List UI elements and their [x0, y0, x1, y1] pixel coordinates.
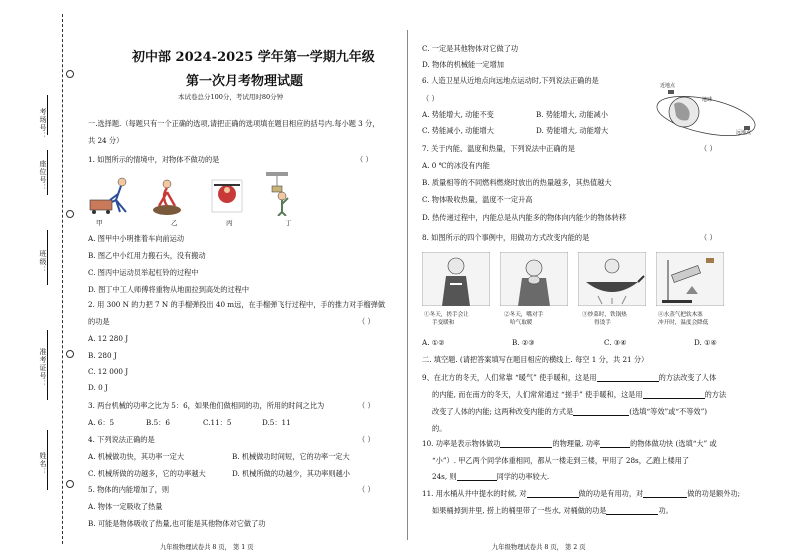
q8-figure-rubbing-hands: [422, 252, 490, 306]
q5-option-d[interactable]: D. 物体的机械能一定增加: [422, 60, 504, 69]
q7-stem: 7. 关于内能、温度和热量，下列说法中正确的是: [422, 144, 575, 153]
q1-option-a[interactable]: A. 图甲中小明推着车向前运动: [88, 234, 185, 243]
q6-label-apogee: 远地点: [736, 130, 752, 136]
q7-option-b[interactable]: B. 质量相等的不同燃料燃烧时放出的热量越多，其热值越大: [422, 178, 612, 187]
q11-blank-3[interactable]: [606, 514, 658, 515]
field-exam-room-label: 考场号：: [39, 108, 47, 140]
q1-figure-ding: [262, 172, 296, 216]
q9-blank-1[interactable]: [597, 381, 659, 382]
q8-caption-1-cont: 手变暖和: [432, 320, 455, 326]
q1-figure-yi: [147, 176, 187, 216]
q1-option-b[interactable]: B. 图乙中小红用力搬石头，没有搬动: [88, 251, 206, 260]
q8-option-a[interactable]: A. ①②: [422, 338, 445, 347]
q1-option-c[interactable]: C. 图丙中运动员举起杠铃的过程中: [88, 268, 199, 277]
field-exam-room-line[interactable]: [47, 95, 48, 135]
q6-stem: 6. 人造卫星从近地点向远地点运动时,下列说法正确的是: [422, 76, 599, 85]
q10-line3-text: 24s, 则: [432, 472, 457, 481]
q10-line3: [432, 472, 549, 481]
q11-blank-1[interactable]: [527, 497, 579, 498]
q10-line3-text-b: 同学的功率较大.: [496, 472, 550, 481]
q3-option-a[interactable]: A. 6：5: [88, 418, 115, 427]
footer-left-page-number: 九年级物理试卷共 8 页， 第 1 页: [160, 544, 254, 551]
q2-answer-paren[interactable]: （ ）: [358, 317, 375, 326]
q2-option-b[interactable]: B. 280 J: [88, 351, 117, 360]
q8-caption-1: ①冬天，搓手会让: [424, 312, 469, 318]
q9-blank-2[interactable]: [643, 398, 705, 399]
page-divider: [407, 30, 408, 540]
section2-heading: 二. 填空题. (请把答案填写在题目相应的横线上. 每空 1 分，共 21 分）: [422, 355, 649, 364]
q9-line3-text: 改变了人体的内能; 这两种改变内能的方式是: [432, 407, 574, 416]
q8-caption-2-cont: 哈气取暖: [510, 320, 533, 326]
section1-heading-cont: 共 24 分）: [88, 136, 124, 145]
q6-option-c[interactable]: C. 势能减小, 动能增大: [422, 126, 494, 135]
q11-line2: [432, 506, 673, 515]
q4-option-b[interactable]: B. 机械做功时间短，它的功率一定大: [232, 452, 350, 461]
q1-figure-jia: [88, 172, 130, 216]
q11-line1: [422, 489, 740, 498]
q1-label-ding: 丁: [285, 219, 292, 227]
q9-line1-text: 9、在北方的冬天，人们常靠 “暖气” 使手暖和，这是用: [422, 373, 597, 382]
q4-option-d[interactable]: D. 机械所做的功越少，其功率则越小: [232, 469, 350, 478]
q1-answer-paren[interactable]: （ ）: [356, 155, 373, 164]
q2-stem: 2. 用 300 N 的力把 7 N 的手榴弹投出 40 m远，在手榴弹飞行过程中，手的推力对手榴弹做: [88, 300, 386, 309]
field-seat-label: 座位号：: [39, 160, 47, 192]
q11-line1-text-b: 做的功是有用功，对: [578, 489, 644, 498]
q9-line2-text-b: 的方法: [704, 390, 727, 399]
q7-option-c[interactable]: C. 物体吸收热量，温度不一定升高: [422, 195, 533, 204]
q11-line1-text-c: 做的功是额外功;: [687, 489, 740, 498]
page-title-line2: 第一次月考物理试题: [186, 74, 304, 89]
q2-stem-cont: 的功是: [88, 317, 110, 326]
q9-line3: [432, 407, 707, 416]
field-seat-line[interactable]: [47, 150, 48, 195]
q5-option-a[interactable]: A. 物体一定吸收了热量: [88, 502, 163, 511]
q8-figure-hot-wok: [578, 252, 646, 306]
q5-option-b[interactable]: B. 可能是物体吸收了热量,也可能是其他物体对它做了功: [88, 519, 266, 528]
q6-label-earth: 地球: [702, 97, 713, 103]
q1-label-jia: 甲: [96, 219, 103, 227]
q11-line2-text: 如果桶掉到井里, 捞上的桶里带了一些水, 对桶做的功是: [432, 506, 607, 515]
field-class-label: 班级：: [39, 250, 47, 274]
q9-line2: [432, 390, 726, 399]
q3-stem: 3. 两台机械的功率之比为 5：6，如果他们做相同的功，所用的时间之比为: [88, 401, 325, 410]
q6-option-a[interactable]: A. 势能增大, 动能不变: [422, 110, 494, 119]
q3-option-d[interactable]: D.5：11: [262, 418, 291, 427]
q11-blank-2[interactable]: [643, 497, 687, 498]
field-name-label: 姓名：: [39, 452, 47, 476]
q8-option-d[interactable]: D. ①④: [694, 338, 717, 347]
q1-label-bing: 丙: [226, 219, 233, 227]
q6-answer-paren[interactable]: （ ）: [422, 94, 439, 103]
binding-cut-line: [62, 14, 63, 544]
q9-line1: [422, 373, 716, 382]
q5-answer-paren[interactable]: （ ）: [358, 485, 375, 494]
q1-label-yi: 乙: [171, 219, 178, 227]
q4-option-c[interactable]: C. 机械所做的功越多，它的功率越大: [88, 469, 206, 478]
q2-option-d[interactable]: D. 0 J: [88, 383, 108, 392]
page-title-line1: 初中部 2024-2025 学年第一学期九年级: [132, 50, 375, 65]
q9-blank-3[interactable]: [573, 415, 629, 416]
q7-option-d[interactable]: D. 热传递过程中，内能总是从内能多的物体向内能少的物体转移: [422, 213, 627, 222]
q9-line2-text: 的内能, 而在南方的冬天，人们常常通过 “搓手” 使手暖和，这是用: [432, 390, 643, 399]
q11-line1-text: 11. 用水桶从井中提水的时候, 对: [422, 489, 527, 498]
q7-option-a[interactable]: A. 0 ℃的冰没有内能: [422, 161, 490, 170]
q10-blank-1[interactable]: [500, 447, 552, 448]
section1-heading: 一.选择题.（每题只有一个正确的选项,请把正确的选项填在题目相应的括号内.每小题 3 分，: [88, 119, 380, 128]
binding-hole: [66, 350, 74, 358]
q4-option-a[interactable]: A. 机械做功快，其功率一定大: [88, 452, 185, 461]
q8-figure-breathing-hands: [500, 252, 568, 306]
q5-option-c[interactable]: C. 一定是其他物体对它做了功: [422, 44, 519, 53]
q4-stem: 4. 下列说法正确的是: [88, 435, 155, 444]
q11-line2-text-b: 功。: [658, 506, 673, 515]
binding-hole: [66, 480, 74, 488]
binding-hole: [66, 210, 74, 218]
q8-stem: 8. 如图所示的四个事例中，用做功方式改变内能的是: [422, 233, 590, 242]
q6-label-perigee: 近地点: [660, 83, 676, 89]
q3-option-b[interactable]: B.5：6: [146, 418, 170, 427]
q10-line1-text-c: 的物体做功快 (选填“大” 或: [630, 439, 717, 448]
q8-option-c[interactable]: C. ③④: [604, 338, 627, 347]
q10-line2: “小”）. 甲乙两个同学体重相同，都从一楼走到三楼，甲用了 28s，乙跑上楼用了: [432, 456, 690, 465]
q6-option-b[interactable]: B. 势能增大, 动能减小: [536, 110, 608, 119]
q2-option-c[interactable]: C. 12 000 J: [88, 367, 129, 376]
q9-line1-text-b: 的方法改变了人体: [658, 373, 717, 382]
q8-figure-steam-cork: [656, 252, 724, 306]
q8-answer-paren[interactable]: （ ）: [700, 233, 717, 242]
q1-option-d[interactable]: D. 图丁中工人师傅将重物从地面拉到高处的过程中: [88, 285, 250, 294]
q1-figure-bing: [210, 178, 244, 214]
q8-option-b[interactable]: B. ②③: [512, 338, 535, 347]
binding-hole: [66, 70, 74, 78]
field-exam-no-label: 准考证号：: [39, 348, 47, 388]
q10-blank-3[interactable]: [457, 480, 497, 481]
footer-right-page-number: 九年级物理试卷共 8 页， 第 2 页: [492, 544, 586, 551]
q10-line1: [422, 439, 717, 448]
q8-caption-3-cont: 得烫手: [594, 320, 611, 326]
q3-answer-paren[interactable]: （ ）: [358, 401, 375, 410]
field-exam-no-line[interactable]: [47, 330, 48, 400]
field-class-line[interactable]: [47, 230, 48, 285]
q10-line1-text-b: 的物理量, 功率: [552, 439, 601, 448]
q3-option-c[interactable]: C.11：5: [203, 418, 232, 427]
q8-caption-4-cont: 冲开时，温度会降低: [658, 320, 709, 326]
q8-caption-4: ④水蒸气把软木塞: [658, 312, 703, 318]
q7-answer-paren[interactable]: （ ）: [700, 144, 717, 153]
q8-caption-2: ②冬天，嘴对手: [504, 312, 544, 318]
page-subtitle: 本试卷总分100分，考试用时80分钟: [178, 93, 284, 101]
field-name-line[interactable]: [47, 430, 48, 490]
q6-option-d[interactable]: D. 势能增大, 动能增大: [536, 126, 609, 135]
q4-answer-paren[interactable]: （ ）: [358, 435, 375, 444]
q5-stem: 5. 物体的内能增加了，则: [88, 485, 170, 494]
q1-stem: 1. 如图所示的情境中，对物体不做功的是: [88, 155, 220, 164]
q10-blank-2[interactable]: [600, 447, 630, 448]
q8-caption-3: ③炒菜时，铁锅热: [582, 312, 627, 318]
q2-option-a[interactable]: A. 12 280 J: [88, 334, 129, 343]
q9-line3-text-b: (选填“等效”或“不等效”): [629, 407, 708, 416]
q9-line4: 的。: [432, 424, 447, 433]
q10-line1-text: 10. 功率是表示物体做功: [422, 439, 501, 448]
